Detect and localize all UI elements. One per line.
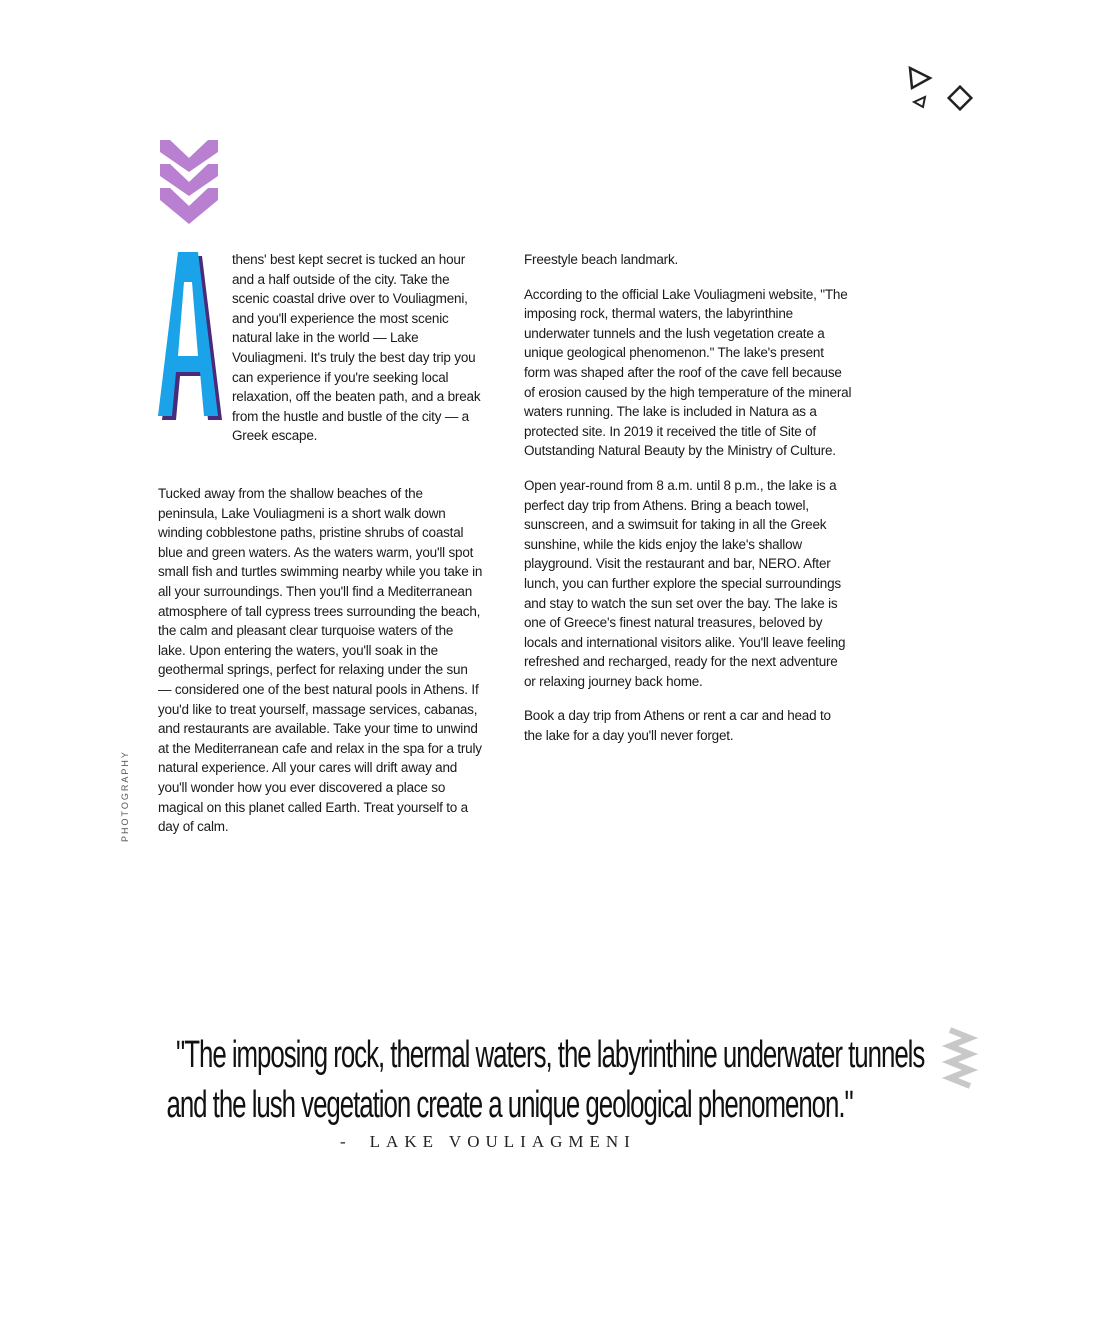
drop-cap — [56, 152, 224, 420]
drop-cap-letter: A — [56, 152, 57, 153]
lead-paragraph — [232, 250, 484, 444]
right-paragraph: Freestyle beach landmark. — [524, 252, 679, 267]
side-caption: PHOTOGRAPHY — [120, 750, 130, 842]
left-column — [158, 408, 484, 852]
attribution-name: LAKE VOULIAGMENI — [369, 1132, 636, 1151]
right-paragraph: Book a day trip from Athens or rent a car and head to the lake for a day you'll never forget. — [524, 708, 831, 744]
pull-quote-line: and the lush vegetation create a unique geological phenomenon." — [166, 1084, 854, 1126]
left-paragraph: Tucked away from the shallow beaches of the peninsula, Lake Vouliagmeni is a short walk down winding cobblestone paths, pristine shrubs of coastal blue and green waters. As the waters warm, you'll spot small fish and turtles swimming nearby while you take in all your surroundings. Then you'll find a Mediterranean atmosphere of tall cypress trees surrounding the beach, the calm and pleasant clear turquoise waters of the lake. Upon entering the waters, you'll soak in the geothermal springs, perfect for relaxing under the sun — considered one of the best natural pools in Athens. If you'd like to treat yourself, massage services, cabanas, and restaurants are available. Take your time to unwind at the Mediterranean cafe and relax in the spa for a truly natural experience. All your cares will drift away and you'll wonder how you ever discovered a place so magical on this planet called Earth. Treat yourself to a day of calm. — [158, 486, 483, 835]
lead-text: thens' best kept secret is tucked an hour and a half outside of the city. Take the scenic coastal drive over to Vouliagmeni, and you'll experience the most scenic natural lake in the world — Lake Vouliagmeni. It's truly the best day trip you can experience if you're seeking local relaxation, off the beaten path, and a break from the hustle and bustle of the city — a Greek escape. — [232, 252, 481, 444]
quote-attribution — [340, 1132, 680, 1152]
pull-quote — [0, 1030, 1020, 1130]
diamond-icon — [944, 82, 976, 114]
right-column — [524, 250, 852, 761]
pull-quote-line: "The imposing rock, thermal waters, the labyrinthine underwater tunnels — [176, 1034, 925, 1076]
attribution-dash: - — [340, 1132, 346, 1151]
right-paragraph: Open year-round from 8 a.m. until 8 p.m., the lake is a perfect day trip from Athens. Bring a beach towel, sunscreen, and a swimsuit for taking in all the Greek sunshine, while the kids enjoy the lake's shallow playground. Visit the restaurant and bar, NERO. After lunch, you can further explore the special surroundings and stay to watch the sun set over the bay. The lake is one of Greece's finest natural treasures, beloved by locals and international visitors alike. You'll leave feeling refreshed and recharged, ready for the next adventure or relaxing journey back home. — [524, 477, 846, 689]
triangle-icon — [912, 95, 928, 109]
right-paragraph: According to the official Lake Vouliagmeni website, "The imposing rock, thermal waters, the labyrinthine underwater tunnels and the lush vegetation create a unique geological phenomenon." The lake's present form was shaped after the roof of the cave fell because of erosion caused by the high temperature of the mineral waters running. The lake is included in Natura as a protected site. In 2019 it received the title of Site of Outstanding Natural Beauty by the Ministry of Culture. — [524, 286, 852, 459]
chevron-down-icon — [158, 138, 220, 226]
triangle-icon — [906, 66, 934, 90]
